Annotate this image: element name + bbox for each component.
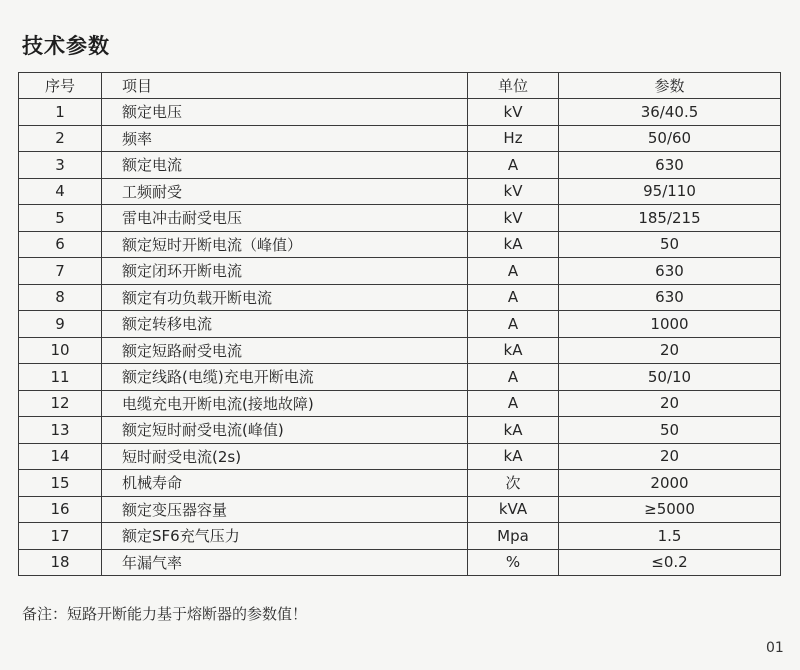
cell-unit: 次 xyxy=(468,470,559,497)
table-header-row xyxy=(19,73,781,99)
cell-value: 50/10 xyxy=(559,364,781,391)
cell-item: 额定电流 xyxy=(102,152,468,179)
cell-unit: kV xyxy=(468,205,559,232)
cell-no: 13 xyxy=(19,417,102,444)
table-row xyxy=(19,337,781,364)
cell-value: 630 xyxy=(559,258,781,285)
cell-value: 50 xyxy=(559,231,781,258)
cell-unit: A xyxy=(468,258,559,285)
table-row xyxy=(19,496,781,523)
table-row xyxy=(19,311,781,338)
header-value: 参数 xyxy=(559,73,781,99)
cell-item: 额定闭环开断电流 xyxy=(102,258,468,285)
cell-unit: % xyxy=(468,549,559,576)
header-unit: 单位 xyxy=(468,73,559,99)
cell-value: 20 xyxy=(559,443,781,470)
table-row xyxy=(19,417,781,444)
cell-no: 12 xyxy=(19,390,102,417)
cell-no: 6 xyxy=(19,231,102,258)
cell-item: 额定短时耐受电流(峰值) xyxy=(102,417,468,444)
cell-no: 8 xyxy=(19,284,102,311)
cell-value: 50/60 xyxy=(559,125,781,152)
footnote: 备注：短路开断能力基于熔断器的参数值！ xyxy=(22,605,308,623)
cell-value: 185/215 xyxy=(559,205,781,232)
cell-value: 1.5 xyxy=(559,523,781,550)
table-row xyxy=(19,549,781,576)
cell-unit: kA xyxy=(468,417,559,444)
table-row xyxy=(19,284,781,311)
cell-value: 630 xyxy=(559,284,781,311)
cell-no: 10 xyxy=(19,337,102,364)
table-row xyxy=(19,99,781,126)
cell-no: 17 xyxy=(19,523,102,550)
cell-value: 95/110 xyxy=(559,178,781,205)
spec-table xyxy=(18,72,781,576)
cell-no: 1 xyxy=(19,99,102,126)
cell-value: 1000 xyxy=(559,311,781,338)
cell-no: 16 xyxy=(19,496,102,523)
cell-unit: A xyxy=(468,390,559,417)
cell-unit: kA xyxy=(468,337,559,364)
cell-value: 2000 xyxy=(559,470,781,497)
cell-value: 630 xyxy=(559,152,781,179)
cell-no: 9 xyxy=(19,311,102,338)
cell-unit: Hz xyxy=(468,125,559,152)
cell-unit: kVA xyxy=(468,496,559,523)
cell-unit: Mpa xyxy=(468,523,559,550)
page-title: 技术参数 xyxy=(22,34,110,58)
cell-no: 5 xyxy=(19,205,102,232)
cell-unit: A xyxy=(468,152,559,179)
cell-item: 工频耐受 xyxy=(102,178,468,205)
cell-unit: A xyxy=(468,311,559,338)
table-row xyxy=(19,205,781,232)
cell-unit: A xyxy=(468,284,559,311)
cell-item: 额定短时开断电流（峰值） xyxy=(102,231,468,258)
cell-item: 额定电压 xyxy=(102,99,468,126)
cell-item: 额定变压器容量 xyxy=(102,496,468,523)
cell-no: 4 xyxy=(19,178,102,205)
header-no: 序号 xyxy=(19,73,102,99)
cell-no: 7 xyxy=(19,258,102,285)
cell-unit: kA xyxy=(468,443,559,470)
table-row xyxy=(19,364,781,391)
cell-unit: kV xyxy=(468,99,559,126)
table-row xyxy=(19,443,781,470)
cell-value: 36/40.5 xyxy=(559,99,781,126)
page-number: 01 xyxy=(766,640,784,656)
table-row xyxy=(19,390,781,417)
cell-value: 20 xyxy=(559,390,781,417)
cell-item: 雷电冲击耐受电压 xyxy=(102,205,468,232)
table-row xyxy=(19,231,781,258)
cell-item: 频率 xyxy=(102,125,468,152)
header-item: 项目 xyxy=(102,73,468,99)
cell-unit: A xyxy=(468,364,559,391)
table-row xyxy=(19,523,781,550)
cell-no: 11 xyxy=(19,364,102,391)
table-row xyxy=(19,152,781,179)
cell-no: 2 xyxy=(19,125,102,152)
cell-value: ≥5000 xyxy=(559,496,781,523)
cell-unit: kA xyxy=(468,231,559,258)
cell-item: 额定短路耐受电流 xyxy=(102,337,468,364)
cell-no: 14 xyxy=(19,443,102,470)
table-row xyxy=(19,178,781,205)
cell-no: 3 xyxy=(19,152,102,179)
cell-no: 15 xyxy=(19,470,102,497)
cell-value: 50 xyxy=(559,417,781,444)
cell-unit: kV xyxy=(468,178,559,205)
cell-item: 额定有功负载开断电流 xyxy=(102,284,468,311)
cell-no: 18 xyxy=(19,549,102,576)
cell-item: 机械寿命 xyxy=(102,470,468,497)
cell-item: 电缆充电开断电流(接地故障) xyxy=(102,390,468,417)
cell-item: 额定线路(电缆)充电开断电流 xyxy=(102,364,468,391)
cell-item: 额定转移电流 xyxy=(102,311,468,338)
cell-item: 年漏气率 xyxy=(102,549,468,576)
table-row xyxy=(19,258,781,285)
table-row xyxy=(19,125,781,152)
cell-item: 额定SF6充气压力 xyxy=(102,523,468,550)
table-row xyxy=(19,470,781,497)
cell-value: ≤0.2 xyxy=(559,549,781,576)
cell-item: 短时耐受电流(2s) xyxy=(102,443,468,470)
cell-value: 20 xyxy=(559,337,781,364)
